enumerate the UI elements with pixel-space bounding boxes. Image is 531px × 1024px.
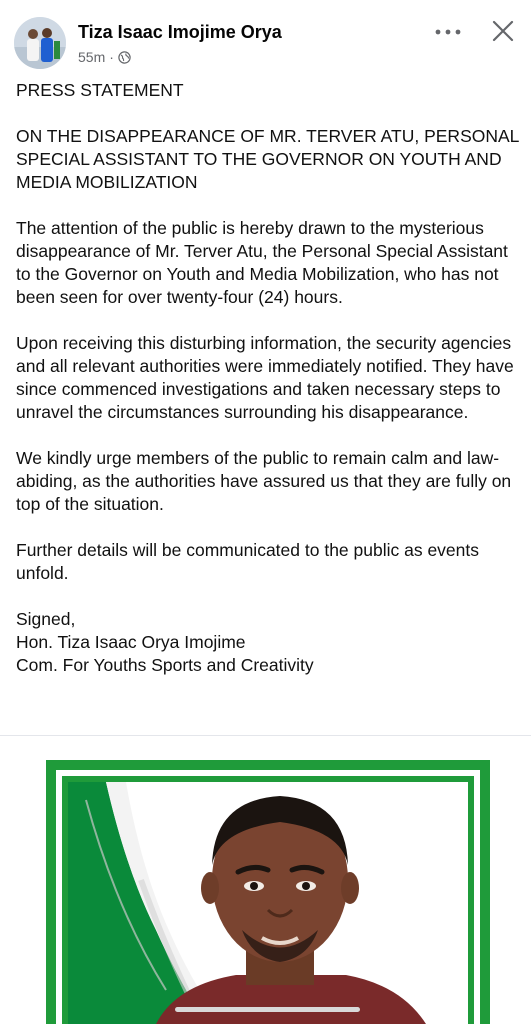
author-name[interactable]: Tiza Isaac Imojime Orya [78, 22, 282, 42]
statement-paragraph-3: We kindly urge members of the public to remain calm and law-abiding, as the authorities have assured us that they are fully on top of the situation. [16, 448, 512, 514]
post-divider [0, 735, 531, 736]
post-time[interactable]: 55m [78, 49, 106, 65]
post-photo[interactable] [46, 760, 490, 1024]
signed-label: Signed, [16, 609, 76, 629]
statement-heading: PRESS STATEMENT [16, 80, 184, 100]
signatory-title: Com. For Youths Sports and Creativity [16, 655, 314, 675]
statement-paragraph-1: The attention of the public is hereby drawn to the mysterious disappearance of Mr. Terver Atu, the Personal Special Assistant to the Governor on Youth and Media Mobilization, who has not been seen for over twenty-four (24) hours. [16, 218, 508, 307]
more-options-button[interactable] [432, 22, 464, 42]
post-body [16, 79, 521, 677]
signatory-name: Hon. Tiza Isaac Orya Imojime [16, 632, 246, 652]
statement-subject: ON THE DISAPPEARANCE OF MR. TERVER ATU, PERSONAL SPECIAL ASSISTANT TO THE GOVERNOR ON YOUTH AND MEDIA MOBILIZATION [16, 126, 519, 192]
close-icon [492, 20, 514, 42]
statement-paragraph-4: Further details will be communicated to the public as events unfold. [16, 540, 480, 583]
home-indicator [175, 1007, 360, 1012]
post-meta [78, 49, 131, 65]
statement-paragraph-2: Upon receiving this disturbing information, the security agencies and all relevant authorities were immediately notified. They have since commenced investigations and taken necessary steps to unravel the circumstances surrounding his disappearance. [16, 333, 514, 422]
meta-separator: · [109, 49, 114, 65]
globe-icon [118, 51, 131, 64]
author-avatar[interactable] [14, 17, 66, 69]
post-header [0, 0, 531, 74]
close-button[interactable] [489, 17, 517, 45]
ellipsis-icon [435, 29, 461, 35]
